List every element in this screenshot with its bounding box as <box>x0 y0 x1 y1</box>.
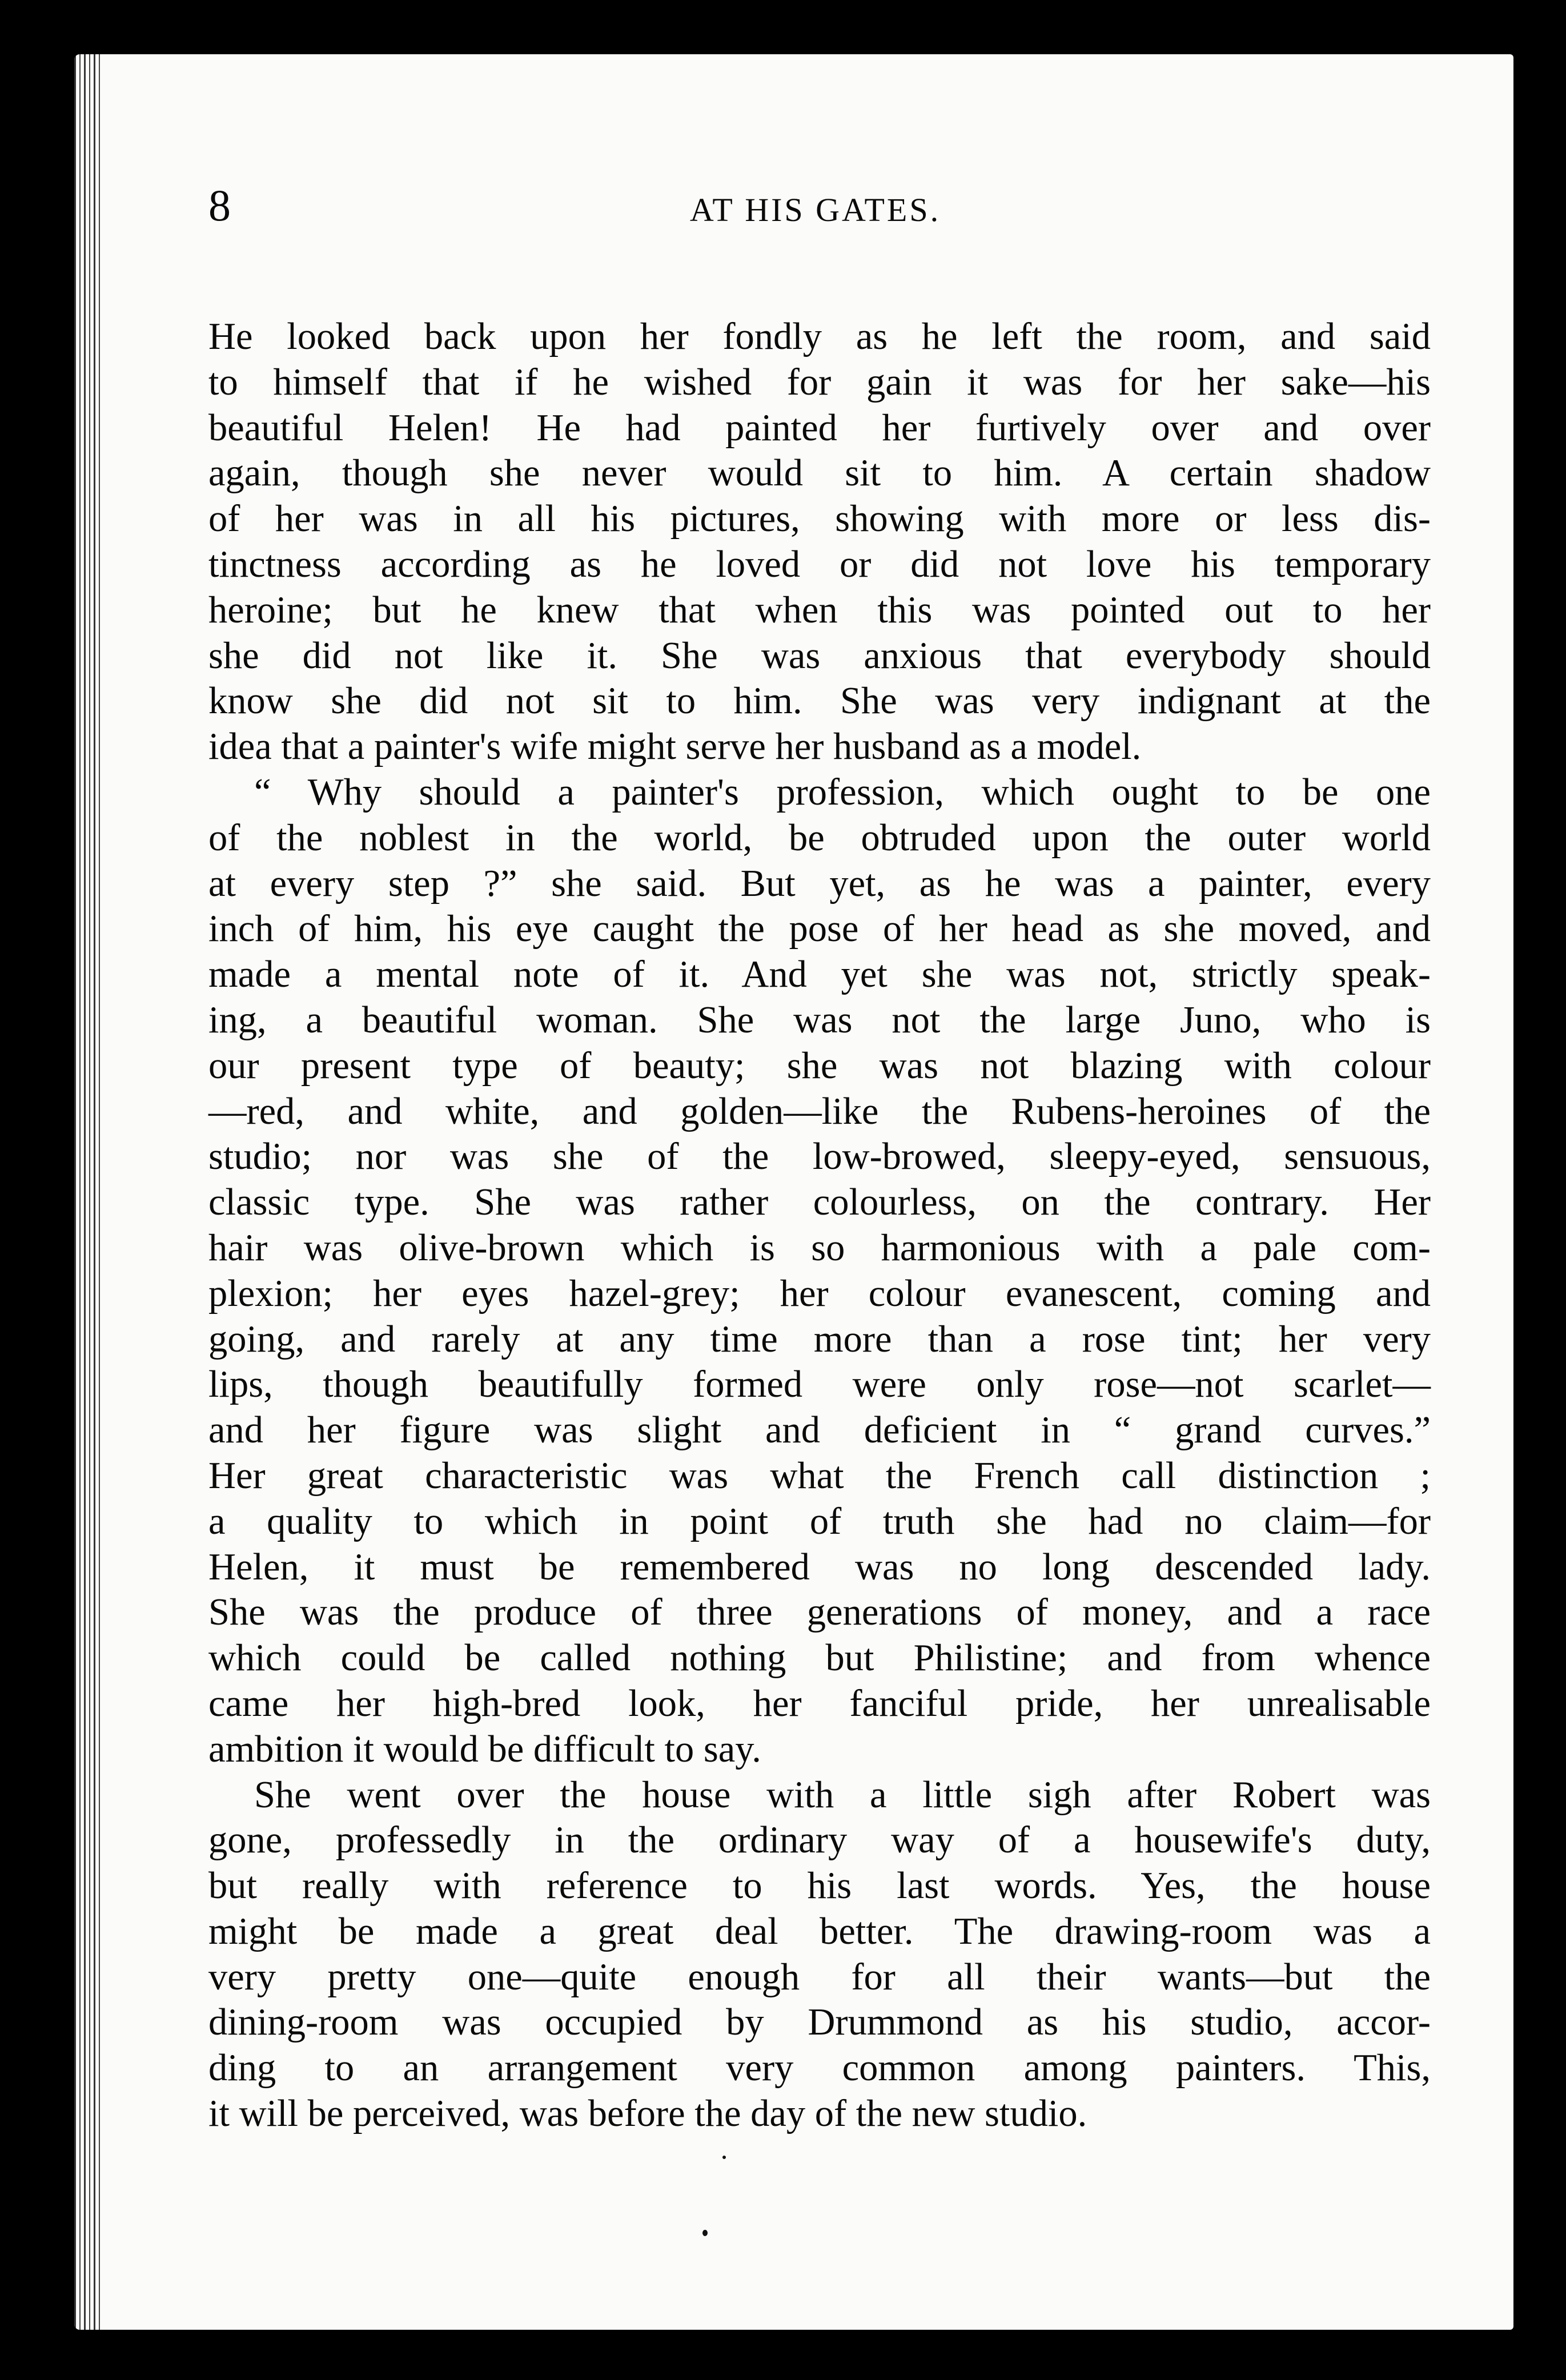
body-text <box>208 314 1431 2137</box>
text-line: ing, a beautiful woman. She was not the large Juno, who is <box>208 999 1431 1041</box>
text-line: know she did not sit to him. She was very indignant at the <box>208 680 1431 722</box>
running-title: AT HIS GATES. <box>689 191 941 228</box>
text-line: our present type of beauty; she was not blazing with colour <box>208 1044 1431 1087</box>
text-line: very pretty one—quite enough for all their wants—but the <box>208 1956 1431 1998</box>
text-line: ambition it would be difficult to say. <box>208 1728 761 1770</box>
text-line: She went over the house with a little sigh after Robert was <box>254 1774 1431 1816</box>
text-line: to himself that if he wished for gain it was for her sake—his <box>208 361 1431 403</box>
ink-speck <box>702 2230 708 2236</box>
text-line: studio; nor was she of the low-browed, sleepy-eyed, sensuous, <box>208 1136 1431 1178</box>
text-line: going, and rarely at any time more than a rose tint; her very <box>208 1318 1431 1360</box>
text-line: a quality to which in point of truth she had no claim—for <box>208 1500 1431 1542</box>
text-line: Her great characteristic was what the French call distinction ; <box>208 1454 1431 1497</box>
text-line: of the noblest in the world, be obtruded upon the outer world <box>208 817 1431 859</box>
text-line: and her figure was slight and deficient in “ grand curves.” <box>208 1409 1431 1452</box>
text-line: lips, though beautifully formed were only rose—not scarlet— <box>208 1364 1431 1406</box>
text-line: inch of him, his eye caught the pose of her head as she moved, and <box>208 908 1431 950</box>
paragraph <box>208 314 1431 770</box>
paragraph <box>208 770 1431 1772</box>
text-line: He looked back upon her fondly as he left the room, and said <box>208 316 1431 357</box>
text-line: Helen, it must be remembered was no long descended lady. <box>208 1546 1431 1588</box>
text-line: but really with reference to his last words. Yes, the house <box>208 1865 1431 1907</box>
text-line: hair was olive-brown which is so harmonious with a pale com- <box>208 1227 1431 1269</box>
text-line: beautiful Helen! He had painted her furtively over and over <box>208 407 1431 449</box>
page-binding-edge <box>74 54 101 2330</box>
text-line: —red, and white, and golden—like the Rubens-heroines of the <box>208 1090 1431 1132</box>
page-number: 8 <box>208 180 231 230</box>
text-line: made a mental note of it. And yet she was not, strictly speak- <box>208 954 1431 996</box>
text-line: came her high-bred look, her fanciful pride, her unrealisable <box>208 1682 1431 1724</box>
book-page <box>74 54 1513 2330</box>
text-line: it will be perceived, was before the day of the new studio. <box>208 2093 1087 2135</box>
text-line: at every step ?” she said. But yet, as he was a painter, every <box>208 862 1431 904</box>
running-head <box>208 174 1422 237</box>
text-line: “ Why should a painter's profession, which ought to be one <box>254 771 1431 813</box>
paragraph <box>208 1772 1431 2137</box>
text-line: dining-room was occupied by Drummond as his studio, accor- <box>208 2001 1431 2044</box>
text-line: ding to an arrangement very common among painters. This, <box>208 2047 1431 2089</box>
text-line: tinctness according as he loved or did not love his temporary <box>208 543 1431 585</box>
text-line: plexion; her eyes hazel-grey; her colour evanescent, coming and <box>208 1272 1431 1314</box>
text-line: classic type. She was rather colourless, on the contrary. Her <box>208 1181 1431 1224</box>
text-line: which could be called nothing but Philistine; and from whence <box>208 1637 1431 1679</box>
text-line: might be made a great deal better. The drawing-room was a <box>208 1910 1431 1952</box>
text-line: heroine; but he knew that when this was pointed out to her <box>208 589 1431 631</box>
text-line: gone, professedly in the ordinary way of a housewife's duty, <box>208 1819 1431 1862</box>
text-line: she did not like it. She was anxious that everybody should <box>208 634 1431 677</box>
ink-speck <box>722 2156 726 2159</box>
text-line: of her was in all his pictures, showing with more or less dis- <box>208 498 1431 540</box>
text-line: She was the produce of three generations of money, and a race <box>208 1591 1431 1634</box>
text-line: idea that a painter's wife might serve her husband as a model. <box>208 726 1142 768</box>
text-line: again, though she never would sit to him. A certain shadow <box>208 452 1431 495</box>
